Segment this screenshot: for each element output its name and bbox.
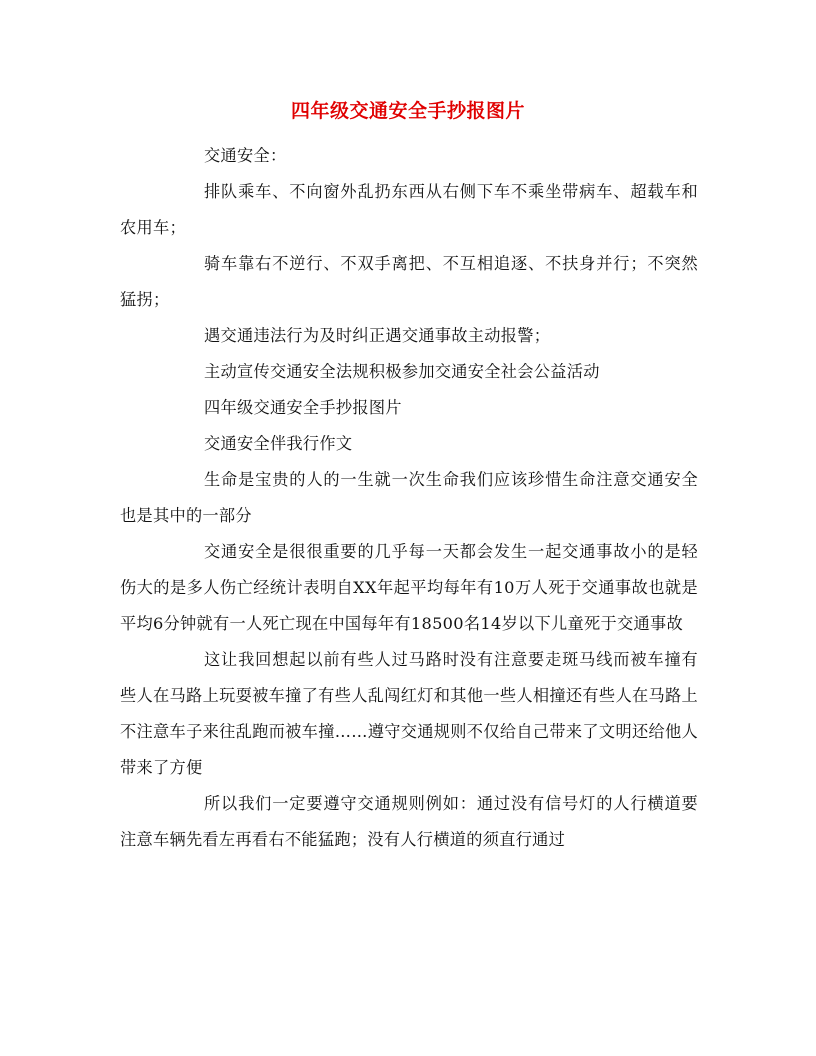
paragraph: 骑车靠右不逆行、不双手离把、不互相追逐、不扶身并行；不突然猛拐；: [120, 254, 698, 309]
paragraph: 这让我回想起以前有些人过马路时没有注意要走斑马线而被车撞有些人在马路上玩耍被车撞了有些人乱闯红灯和其他一些人相撞还有些人在马路上不注意车子来往乱跑而被车撞……遵守交通规则不仅给自己带来了文明还给他人带来了方便: [120, 650, 698, 777]
paragraph: 交通安全是很很重要的几乎每一天都会发生一起交通事故小的是轻伤大的是多人伤亡经统计表明自XX年起平均每年有10万人死于交通事故也就是平均6分钟就有一人死亡现在中国每年有18500名14岁以下儿童死于交通事故: [120, 542, 698, 633]
document-body: [120, 138, 698, 858]
paragraph: 生命是宝贵的人的一生就一次生命我们应该珍惜生命注意交通安全也是其中的一部分: [120, 470, 698, 525]
paragraph: 主动宣传交通安全法规积极参加交通安全社会公益活动: [204, 362, 600, 381]
paragraph: 遇交通违法行为及时纠正遇交通事故主动报警；: [204, 326, 551, 345]
paragraph: 交通安全伴我行作文: [204, 434, 353, 453]
paragraph: 交通安全：: [204, 146, 287, 165]
paragraph: 排队乘车、不向窗外乱扔东西从右侧下车不乘坐带病车、超载车和农用车；: [120, 182, 698, 237]
paragraph: 四年级交通安全手抄报图片: [204, 398, 402, 417]
document-title: 四年级交通安全手抄报图片: [290, 100, 525, 122]
paragraph: 所以我们一定要遵守交通规则例如：通过没有信号灯的人行横道要注意车辆先看左再看右不能猛跑；没有人行横道的须直行通过: [120, 794, 698, 849]
